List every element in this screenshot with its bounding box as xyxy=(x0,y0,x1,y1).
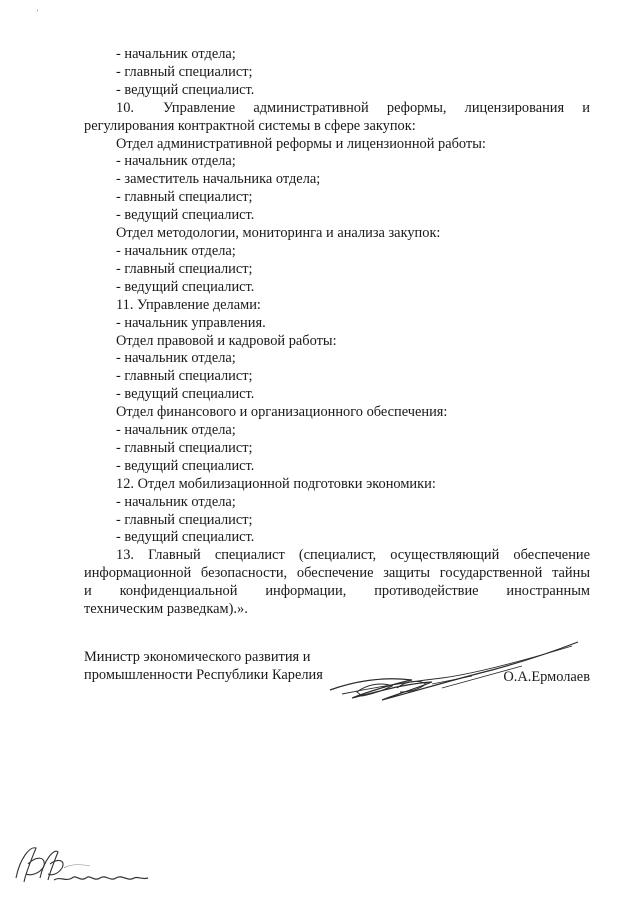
section-number: 10. xyxy=(116,99,134,116)
department-heading: Отдел правовой и кадровой работы: xyxy=(116,332,337,349)
list-item: - начальник отдела; xyxy=(116,242,236,259)
section-title-line2: регулирования контрактной системы в сфере закупок: xyxy=(84,117,416,134)
list-item: - начальник отдела; xyxy=(116,350,236,367)
document-body xyxy=(84,46,590,619)
word: информации, xyxy=(265,583,347,600)
section-13-text: 13. Главный специалист (специалист, осуществляющий обеспечение xyxy=(116,547,590,564)
section-13-line2: информационной безопасности, обеспечение защиты государственной тайны xyxy=(84,565,590,582)
list-item: - ведущий специалист. xyxy=(116,207,255,224)
section-12-heading: 12. Отдел мобилизационной подготовки экономики: xyxy=(116,475,436,492)
section-11-heading: 11. Управление делами: xyxy=(116,296,261,313)
list-item: - заместитель начальника отдела; xyxy=(116,171,321,188)
list-item: - главный специалист; xyxy=(116,368,253,385)
word: иностранным xyxy=(506,583,590,600)
word: противодействие xyxy=(374,583,479,600)
department-heading: Отдел методологии, мониторинга и анализа закупок: xyxy=(116,225,441,242)
list-item: - главный специалист; xyxy=(116,511,253,528)
list-item: - начальник управления. xyxy=(116,314,266,331)
list-item: - главный специалист; xyxy=(116,189,253,206)
handwritten-registration-mark xyxy=(10,838,160,893)
section-13-line1 xyxy=(84,547,590,565)
signatory-title-line2: промышленности Республики Карелия xyxy=(84,667,323,683)
list-item: - ведущий специалист. xyxy=(116,278,255,295)
list-item: - ведущий специалист. xyxy=(116,386,255,403)
department-heading: Отдел финансового и организационного обеспечения: xyxy=(116,404,448,421)
word: и xyxy=(84,583,92,600)
signatory-title-line1: Министр экономического развития и xyxy=(84,649,311,665)
section-10-heading xyxy=(84,100,590,118)
list-item: - начальник отдела; xyxy=(116,422,236,439)
list-item: - начальник отдела; xyxy=(116,493,236,510)
list-item: - начальник отдела; xyxy=(116,46,236,62)
scan-artifact-mark: ’ xyxy=(36,8,39,17)
list-item: - главный специалист; xyxy=(116,260,253,277)
section-title-line1: Управление административной реформы, лицензирования и xyxy=(163,99,590,116)
list-item: - ведущий специалист. xyxy=(116,457,255,474)
list-item: - главный специалист; xyxy=(116,63,253,80)
list-item: - ведущий специалист. xyxy=(116,529,255,546)
section-13-line4: техническим разведкам).». xyxy=(84,601,248,618)
section-13-line3 xyxy=(84,583,590,601)
signatory-name: О.А.Ермолаев xyxy=(503,669,590,685)
list-item: - начальник отдела; xyxy=(116,153,236,170)
list-item: - главный специалист; xyxy=(116,439,253,456)
department-heading: Отдел административной реформы и лицензионной работы: xyxy=(116,135,486,152)
word: конфиденциальной xyxy=(119,583,238,600)
list-item: - ведущий специалист. xyxy=(116,81,255,98)
